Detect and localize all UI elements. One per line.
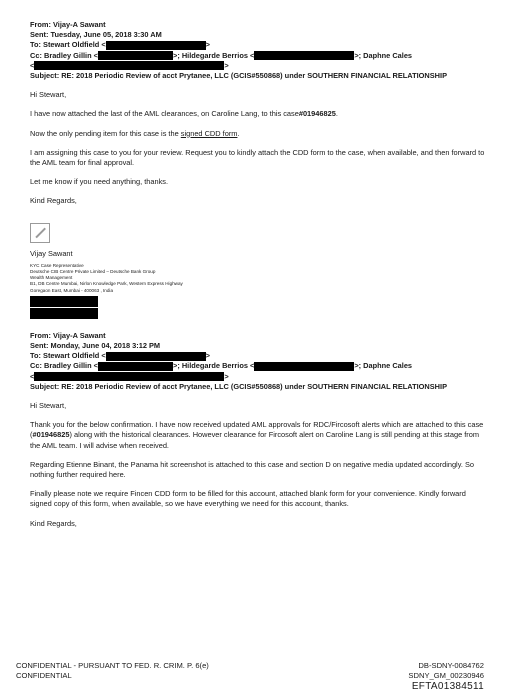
text: . (335, 109, 338, 119)
sent-value: Monday, June 04, 2018 3:12 PM (50, 340, 161, 350)
subject-label: Subject: (30, 70, 60, 80)
footer-right (408, 661, 484, 692)
signature-block (30, 263, 490, 294)
redaction (34, 372, 224, 381)
sent-label: Sent: (30, 340, 49, 350)
email1-greeting: Hi Stewart, (30, 90, 67, 100)
email1-closing: Kind Regards, (30, 196, 77, 206)
from-value: Vijay-A Sawant (53, 330, 106, 340)
sent-label: Sent: (30, 30, 49, 40)
signature-line: Goregaon East, Mumbai - 400063 , India (30, 287, 113, 293)
from-label: From: (30, 330, 51, 340)
text: . (237, 128, 240, 138)
cc-value-3: >; Daphne Cales (354, 50, 413, 60)
to-label: To: (30, 40, 41, 50)
redaction (106, 41, 206, 50)
cc-value-2: >; Hildegarde Berrios < (173, 50, 255, 60)
signature-line: KYC Case Representative (30, 262, 84, 268)
email2-paragraph-1 (30, 420, 485, 451)
email1-paragraph-2 (30, 129, 490, 139)
redaction (34, 61, 224, 70)
email1-paragraph-3: I am assigning this case to you for your review. Request you to kindly attach the CDD form to the case, when available, and then forward to the AML team for final approval. (30, 147, 485, 167)
redaction (254, 51, 354, 60)
text: Now the only pending item for this case is the (30, 128, 181, 138)
bates-number-2: SDNY_GM_00230946 (408, 671, 484, 680)
redaction (98, 362, 173, 371)
redaction (30, 308, 98, 319)
email2-header (30, 331, 490, 392)
case-number: #01946825 (298, 109, 336, 119)
subject-label: Subject: (30, 381, 60, 391)
cc-value-1: Bradley Gillin < (43, 50, 98, 60)
text: Thank you for the below confirmation. I have now received updated AML approvals for RDC/Fircosoft alerts which are attached to this case ( (30, 420, 484, 440)
cc-cont-close: > (224, 60, 229, 70)
signature-line: Deutsche CIB Centre Private Limited – Deutsche Bank Group (30, 268, 156, 274)
email2-greeting: Hi Stewart, (30, 400, 67, 410)
cc-value-1: Bradley Gillin < (43, 361, 98, 371)
document-body (30, 20, 490, 529)
cc-value-3: >; Daphne Cales (354, 361, 413, 371)
confidential-label: CONFIDENTIAL (16, 671, 72, 680)
email1-paragraph-1 (30, 109, 490, 119)
to-close: > (205, 40, 210, 50)
confidential-notice: CONFIDENTIAL - PURSUANT TO FED. R. CRIM. P. 6(e) (16, 661, 209, 670)
subject-value: RE: 2018 Periodic Review of acct Prytanee, LLC (GCIS#550868) under SOUTHERN FINANCIAL RELATIONSHIP (61, 70, 447, 80)
cc-cont-open: < (30, 371, 35, 381)
email2-closing: Kind Regards, (30, 518, 77, 528)
to-value: Stewart Oldfield < (43, 40, 106, 50)
text: I have now attached the last of the AML clearances, on Caroline Lang, to this case (30, 109, 299, 119)
case-number: #01946825 (32, 430, 70, 440)
cc-label: Cc: (30, 361, 42, 371)
cc-cont-open: < (30, 60, 35, 70)
efta-number: EFTA01384511 (411, 681, 484, 692)
signature-line: B1, DB Centre Mumbai, Nirlon Knowledge Park, Western Express Highway (30, 281, 183, 287)
cc-value-2: >; Hildegarde Berrios < (173, 361, 255, 371)
subject-value: RE: 2018 Periodic Review of acct Prytanee, LLC (GCIS#550868) under SOUTHERN FINANCIAL RELATIONSHIP (61, 381, 447, 391)
cc-cont-close: > (224, 371, 229, 381)
email1-header (30, 20, 490, 81)
email1-paragraph-4: Let me know if you need anything, thanks. (30, 177, 169, 187)
from-value: Vijay-A Sawant (53, 20, 106, 29)
to-value: Stewart Oldfield < (43, 351, 106, 361)
redaction (106, 352, 206, 361)
signature-name: Vijay Sawant (30, 248, 73, 258)
redaction (30, 296, 98, 307)
deutsche-bank-logo-icon (30, 223, 50, 243)
email2-paragraph-2: Regarding Etienne Binant, the Panama hit screenshot is attached to this case and section D on negative media updated accordingly. So nothing further required here. (30, 459, 474, 479)
to-label: To: (30, 351, 41, 361)
redaction (98, 51, 173, 60)
sent-value: Tuesday, June 05, 2018 3:30 AM (50, 30, 162, 40)
email2-paragraph-3: Finally please note we require Fincen CDD form to be filled for this account, attached blank form for your convenience. Kindly forward signed copy of this form, when available, so we have everything we need for this account, thanks. (30, 489, 466, 509)
from-label: From: (30, 20, 51, 29)
signature-line: Wealth Management (30, 275, 73, 281)
bates-number-1: DB-SDNY-0084762 (418, 661, 484, 670)
signed-cdd-form-link[interactable]: signed CDD form (180, 128, 238, 138)
text: ) along with the historical clearances. However clearance for Fircosoft alert on Caroline Lang is still pending at this stage from the AML team. I will advise when received. (30, 430, 480, 450)
to-close: > (205, 351, 210, 361)
footer-left (16, 661, 209, 681)
redaction (254, 362, 354, 371)
cc-label: Cc: (30, 50, 42, 60)
